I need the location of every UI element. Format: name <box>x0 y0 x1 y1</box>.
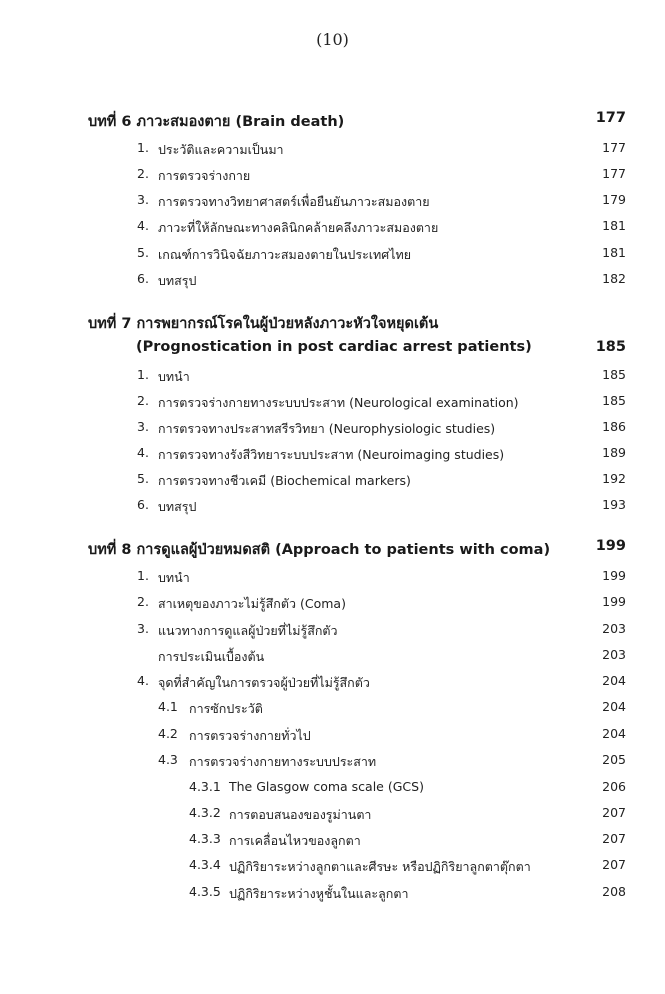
entry-page: 186 <box>602 419 626 434</box>
entry-text: การตรวจร่างกาย <box>158 168 251 183</box>
entry-number: 1. <box>137 140 149 155</box>
entry-page: 207 <box>602 831 626 846</box>
chapter-page: 199 <box>595 538 626 554</box>
entry-page: 206 <box>602 779 626 794</box>
chapter-title: การดูแลผู้ป่วยหมดสติ (Approach to patients with coma) <box>136 542 551 558</box>
entry-number: 4.3 <box>158 752 178 767</box>
entry-page: 205 <box>602 752 626 767</box>
entry-number: 3. <box>137 419 149 434</box>
entry-text: การตรวจร่างกายทางระบบประสาท (Neurological examination) <box>158 395 519 410</box>
entry-number: 5. <box>137 471 149 486</box>
entry-page: 181 <box>602 245 626 260</box>
entry-text: การตรวจทางวิทยาศาสตร์เพื่อยืนยันภาวะสมองตาย <box>158 194 430 209</box>
entry-number: 4.2 <box>158 726 178 741</box>
entry-page: 182 <box>602 271 626 286</box>
entry-number: 3. <box>137 192 149 207</box>
chapter-page: 185 <box>595 339 626 355</box>
chapter-heading <box>88 110 626 133</box>
entry-text: การตรวจทางรังสีวิทยาระบบประสาท (Neuroimaging studies) <box>158 447 505 462</box>
page-number: (10) <box>316 30 349 49</box>
entry-page: 177 <box>602 140 626 155</box>
entry-number: 4.3.2 <box>189 805 221 820</box>
entry-number: 4. <box>137 673 149 688</box>
entry-text: การซักประวัติ <box>189 701 263 716</box>
entry-text: แนวทางการดูแลผู้ป่วยที่ไม่รู้สึกตัว <box>158 623 338 638</box>
entry-text: ประวัติและความเป็นมา <box>158 142 284 157</box>
entry-number: 1. <box>137 367 149 382</box>
entry-number: 2. <box>137 594 149 609</box>
entry-text: ปฏิกิริยาระหว่างหูชั้นในและลูกตา <box>229 886 409 901</box>
chapter-heading <box>88 312 626 335</box>
entry-page: 189 <box>602 445 626 460</box>
entry-page: 181 <box>602 218 626 233</box>
entry-text: ภาวะที่ให้ลักษณะทางคลินิกคล้ายคลึงภาวะสมองตาย <box>158 220 439 235</box>
entry-page: 185 <box>602 367 626 382</box>
entry-text: บทนำ <box>158 570 190 585</box>
entry-text: การตรวจร่างกายทางระบบประสาท <box>189 754 377 769</box>
entry-number: 4. <box>137 218 149 233</box>
entry-text: การเคลื่อนไหวของลูกตา <box>229 833 361 848</box>
entry-page: 199 <box>602 568 626 583</box>
entry-text: ปฏิกิริยาระหว่างลูกตาและศีรษะ หรือปฏิกิริยาลูกตาตุ๊กตา <box>229 859 531 874</box>
entry-page: 203 <box>602 647 626 662</box>
entry-page: 179 <box>602 192 626 207</box>
entry-page: 204 <box>602 673 626 688</box>
entry-page: 185 <box>602 393 626 408</box>
entry-page: 207 <box>602 805 626 820</box>
chapter-prefix: บทที่ 8 <box>88 542 132 558</box>
entry-number: 4.3.1 <box>189 779 221 794</box>
entry-page: 177 <box>602 166 626 181</box>
entry-text: การตรวจทางชีวเคมี (Biochemical markers) <box>158 473 411 488</box>
entry-number: 1. <box>137 568 149 583</box>
chapter-title-english: (Prognostication in post cardiac arrest patients) <box>136 339 532 355</box>
entry-page: 204 <box>602 726 626 741</box>
entry-number: 2. <box>137 393 149 408</box>
entry-text: การตรวจทางประสาทสรีรวิทยา (Neurophysiologic studies) <box>158 421 496 436</box>
entry-page: 208 <box>602 884 626 899</box>
entry-text: การตอบสนองของรูม่านตา <box>229 807 372 822</box>
entry-page: 199 <box>602 594 626 609</box>
chapter-heading <box>88 538 626 561</box>
entry-number: 4.3.4 <box>189 857 221 872</box>
entry-text: The Glasgow coma scale (GCS) <box>229 779 424 794</box>
entry-page: 204 <box>602 699 626 714</box>
entry-number: 2. <box>137 166 149 181</box>
entry-number: 3. <box>137 621 149 636</box>
entry-text: บทสรุป <box>158 273 197 288</box>
entry-text: บทสรุป <box>158 499 197 514</box>
entry-text: เกณฑ์การวินิจฉัยภาวะสมองตายในประเทศไทย <box>158 247 412 262</box>
entry-number: 4. <box>137 445 149 460</box>
chapter-prefix: บทที่ 6 <box>88 114 132 130</box>
entry-text: จุดที่สำคัญในการตรวจผู้ป่วยที่ไม่รู้สึกตัว <box>158 675 370 690</box>
chapter-title: ภาวะสมองตาย (Brain death) <box>136 114 345 130</box>
entry-number: 5. <box>137 245 149 260</box>
entry-page: 203 <box>602 621 626 636</box>
entry-text: การประเมินเบื้องต้น <box>158 649 265 664</box>
entry-text: บทนำ <box>158 369 190 384</box>
entry-page: 207 <box>602 857 626 872</box>
chapter-title: การพยากรณ์โรคในผู้ป่วยหลังภาวะหัวใจหยุดเต้น <box>136 316 439 332</box>
entry-number: 4.3.3 <box>189 831 221 846</box>
entry-page: 193 <box>602 497 626 512</box>
entry-number: 6. <box>137 497 149 512</box>
entry-number: 4.1 <box>158 699 178 714</box>
entry-text: การตรวจร่างกายทั่วไป <box>189 728 311 743</box>
chapter-prefix: บทที่ 7 <box>88 316 132 332</box>
entry-text: สาเหตุของภาวะไม่รู้สึกตัว (Coma) <box>158 596 346 611</box>
entry-number: 4.3.5 <box>189 884 221 899</box>
entry-page: 192 <box>602 471 626 486</box>
chapter-page: 177 <box>595 110 626 126</box>
entry-number: 6. <box>137 271 149 286</box>
